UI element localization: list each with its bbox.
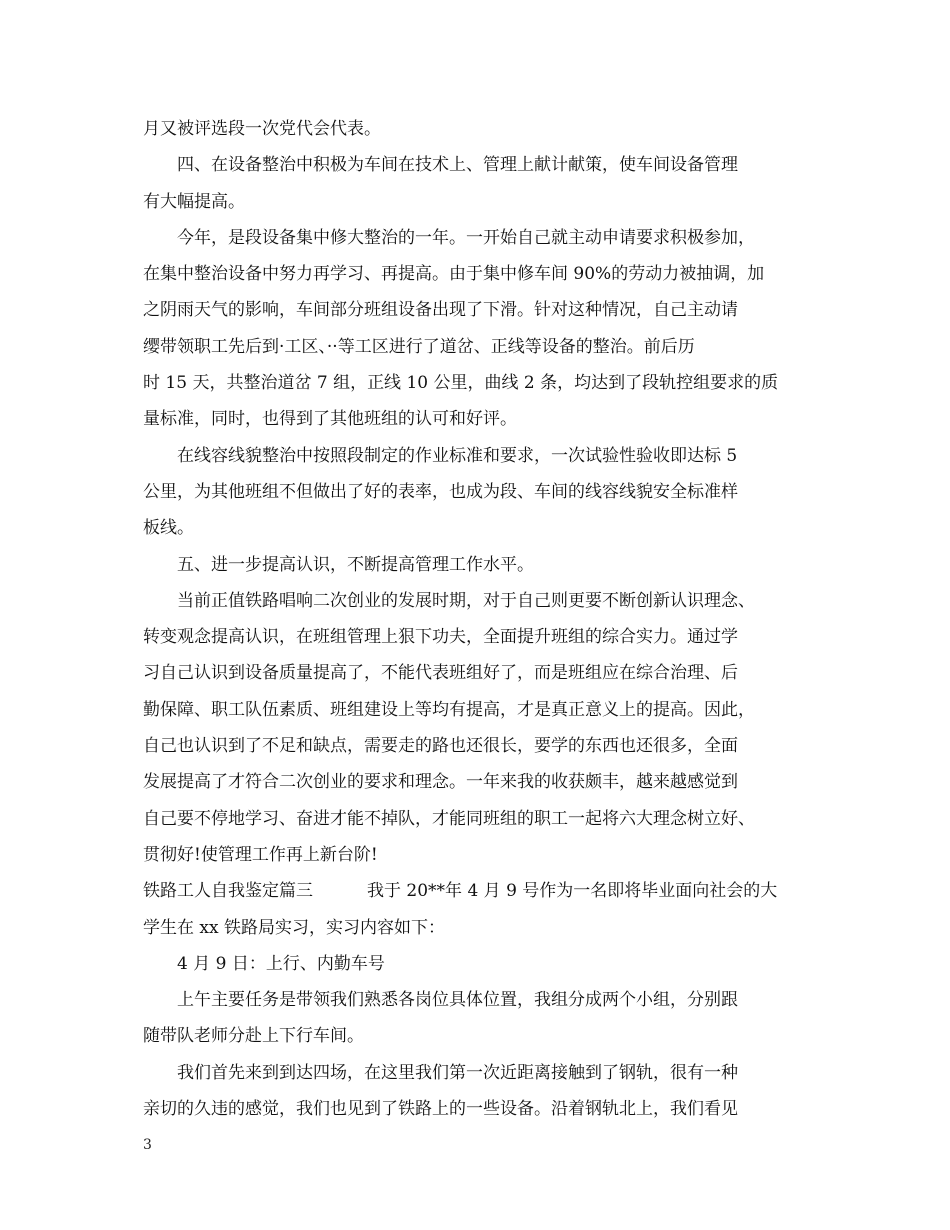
paragraph-line: 习自己认识到设备质量提高了，不能代表班组好了，而是班组应在综合治理、后 — [143, 663, 738, 684]
paragraph-line: 转变观念提高认识，在班组管理上狠下功夫，全面提升班组的综合实力。通过学 — [143, 627, 738, 648]
paragraph-text: 我于 20**年 4 月 9 号作为一名即将毕业面向社会的大 — [367, 881, 778, 902]
paragraph-line: 我们首先来到到达四场，在这里我们第一次近距离接触到了钢轨，很有一种 — [177, 1062, 738, 1083]
paragraph-line: 当前正值铁路唱响二次创业的发展时期，对于自己则更要不断创新认识理念、 — [177, 590, 755, 611]
paragraph-line: 有大幅提高。 — [143, 191, 245, 212]
article-title-line — [143, 873, 813, 909]
paragraph-line: 月又被评选段一次党代会代表。 — [143, 119, 381, 139]
document-body — [143, 111, 813, 1127]
paragraph-line: 在集中整治设备中努力再学习、再提高。由于集中修车间 90%的劳动力被抽调，加 — [143, 264, 765, 285]
paragraph-line: 板线。 — [143, 518, 194, 539]
paragraph-line: 贯彻好!使管理工作再上新台阶! — [143, 844, 378, 865]
paragraph-line: 缨带领职工先后到·工区、··等工区进行了道岔、正线等设备的整治。前后历 — [143, 336, 695, 357]
paragraph-line: 上午主要任务是带领我们熟悉各岗位具体位置，我组分成两个小组，分别跟 — [177, 990, 738, 1011]
paragraph-line: 在线容线貌整治中按照段制定的作业标准和要求，一次试验性验收即达标 5 — [177, 445, 738, 466]
paragraph-line: 四、在设备整治中积极为车间在技术上、管理上献计献策，使车间设备管理 — [177, 155, 738, 176]
section-heading: 五、进一步提高认识，不断提高管理工作水平。 — [177, 554, 534, 575]
paragraph-line: 勤保障、职工队伍素质、班组建设上等均有提高，才是真正意义上的提高。因此， — [143, 699, 755, 720]
paragraph-line: 自己也认识到了不足和缺点，需要走的路也还很长，要学的东西也还很多，全面 — [143, 736, 738, 757]
paragraph-line: 亲切的久违的感觉，我们也见到了铁路上的一些设备。沿着钢轨北上，我们看见 — [143, 1099, 738, 1120]
paragraph-line: 公里，为其他班组不但做出了好的表率，也成为段、车间的线容线貌安全标准样 — [143, 481, 738, 502]
paragraph-line: 发展提高了才符合二次创业的要求和理念。一年来我的收获颇丰，越来越感觉到 — [143, 772, 738, 793]
article-title: 铁路工人自我鉴定篇三 — [143, 881, 313, 902]
page-number: 3 — [143, 1137, 152, 1153]
paragraph-line: 今年，是段设备集中修大整治的一年。一开始自己就主动申请要求积极参加， — [177, 227, 755, 248]
paragraph-line: 量标准，同时，也得到了其他班组的认可和好评。 — [143, 409, 517, 430]
paragraph-line: 学生在 xx 铁路局实习，实习内容如下： — [143, 917, 445, 938]
paragraph-line: 自己要不停地学习、奋进才能不掉队，才能同班组的职工一起将六大理念树立好、 — [143, 808, 755, 829]
paragraph-line: 随带队老师分赴上下行车间。 — [143, 1026, 364, 1047]
paragraph-line: 之阴雨天气的影响，车间部分班组设备出现了下滑。针对这种情况，自己主动请 — [143, 300, 738, 321]
date-heading: 4 月 9 日：上行、内勤车号 — [177, 953, 385, 974]
paragraph-line: 时 15 天，共整治道岔 7 组，正线 10 公里，曲线 2 条，均达到了段轨控组要求的质 — [143, 373, 779, 394]
